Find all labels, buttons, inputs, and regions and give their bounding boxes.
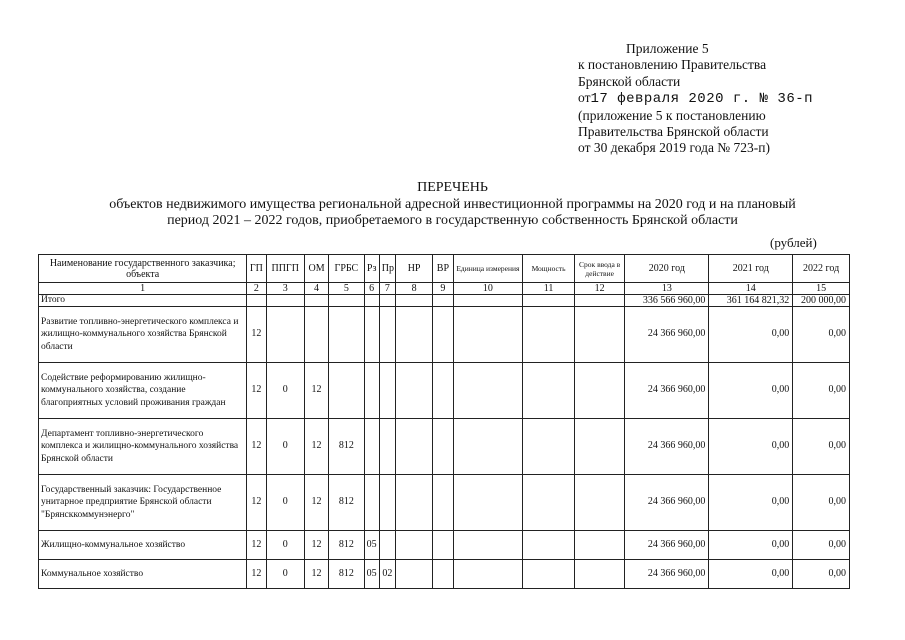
code-cell bbox=[523, 295, 575, 307]
column-header: Единица измерения bbox=[453, 255, 523, 283]
column-header: 2021 год bbox=[709, 255, 793, 283]
amount-cell: 361 164 821,32 bbox=[709, 295, 793, 307]
table-header-row bbox=[39, 255, 850, 283]
column-number: 4 bbox=[304, 283, 328, 295]
amount-cell: 0,00 bbox=[709, 363, 793, 419]
amount-cell: 24 366 960,00 bbox=[625, 307, 709, 363]
amount-cell: 0,00 bbox=[709, 560, 793, 589]
column-header: НР bbox=[395, 255, 432, 283]
title-heading: ПЕРЕЧЕНЬ bbox=[417, 180, 488, 195]
total-row bbox=[39, 295, 850, 307]
column-number: 13 bbox=[625, 283, 709, 295]
appendix-header bbox=[578, 41, 813, 157]
code-cell bbox=[395, 475, 432, 531]
column-header: Наименование государственного заказчика; объекта bbox=[39, 255, 247, 283]
code-cell bbox=[453, 475, 523, 531]
code-cell bbox=[523, 419, 575, 475]
amount-cell: 336 566 960,00 bbox=[625, 295, 709, 307]
date-prefix: от bbox=[578, 90, 591, 106]
table-row bbox=[39, 531, 850, 560]
code-cell bbox=[574, 531, 625, 560]
code-cell: 0 bbox=[266, 419, 304, 475]
row-name-cell: Коммунальное хозяйство bbox=[39, 560, 247, 589]
code-cell bbox=[574, 475, 625, 531]
currency-unit: (рублей) bbox=[770, 235, 817, 250]
column-number: 14 bbox=[709, 283, 793, 295]
code-cell: 812 bbox=[329, 531, 364, 560]
code-cell: 0 bbox=[266, 560, 304, 589]
column-number: 2 bbox=[247, 283, 266, 295]
code-cell bbox=[247, 295, 266, 307]
amount-cell: 0,00 bbox=[709, 307, 793, 363]
column-number: 10 bbox=[453, 283, 523, 295]
amount-cell: 0,00 bbox=[793, 419, 850, 475]
code-cell: 12 bbox=[304, 531, 328, 560]
column-number: 15 bbox=[793, 283, 850, 295]
column-number: 11 bbox=[523, 283, 575, 295]
appendix-line: Правительства Брянской области bbox=[578, 124, 769, 140]
table-row bbox=[39, 419, 850, 475]
code-cell: 12 bbox=[247, 475, 266, 531]
code-cell: 812 bbox=[329, 419, 364, 475]
amount-cell: 200 000,00 bbox=[793, 295, 850, 307]
row-name-cell: Развитие топливно-энергетического комплекса и жилищно-коммунального хозяйства Брянской области bbox=[39, 307, 247, 363]
investment-table bbox=[38, 254, 850, 589]
row-name-cell: Итого bbox=[39, 295, 247, 307]
code-cell bbox=[395, 307, 432, 363]
appendix-line: Приложение 5 bbox=[626, 41, 709, 56]
table-body bbox=[39, 295, 850, 589]
column-number-row bbox=[39, 283, 850, 295]
code-cell bbox=[453, 531, 523, 560]
column-header: Рз bbox=[364, 255, 379, 283]
code-cell bbox=[453, 419, 523, 475]
code-cell bbox=[364, 419, 379, 475]
code-cell: 02 bbox=[379, 560, 395, 589]
column-header: ГРБС bbox=[329, 255, 364, 283]
code-cell bbox=[329, 295, 364, 307]
code-cell bbox=[379, 295, 395, 307]
appendix-date-line bbox=[578, 90, 813, 107]
code-cell: 12 bbox=[247, 531, 266, 560]
code-cell: 812 bbox=[329, 560, 364, 589]
column-header: Срок ввода в действие bbox=[574, 255, 625, 283]
code-cell bbox=[395, 363, 432, 419]
code-cell: 0 bbox=[266, 475, 304, 531]
code-cell bbox=[329, 307, 364, 363]
column-header: ГП bbox=[247, 255, 266, 283]
code-cell: 0 bbox=[266, 363, 304, 419]
code-cell bbox=[379, 475, 395, 531]
code-cell: 12 bbox=[304, 363, 328, 419]
code-cell bbox=[364, 307, 379, 363]
document-title bbox=[0, 180, 905, 230]
code-cell bbox=[364, 363, 379, 419]
appendix-line: (приложение 5 к постановлению bbox=[578, 107, 766, 123]
code-cell bbox=[574, 295, 625, 307]
title-line: период 2021 – 2022 годов, приобретаемого в государственную собственность Брянской области bbox=[167, 213, 738, 228]
amount-cell: 24 366 960,00 bbox=[625, 531, 709, 560]
appendix-line: к постановлению Правительства bbox=[578, 57, 767, 73]
amount-cell: 24 366 960,00 bbox=[625, 363, 709, 419]
column-header: ОМ bbox=[304, 255, 328, 283]
row-name-cell: Содействие реформированию жилищно-коммунального хозяйства, создание благоприятных условий проживания граждан bbox=[39, 363, 247, 419]
column-number: 8 bbox=[395, 283, 432, 295]
code-cell: 12 bbox=[304, 419, 328, 475]
code-cell bbox=[453, 560, 523, 589]
code-cell bbox=[574, 419, 625, 475]
amount-cell: 0,00 bbox=[709, 475, 793, 531]
code-cell bbox=[329, 363, 364, 419]
code-cell bbox=[433, 363, 453, 419]
code-cell: 0 bbox=[266, 531, 304, 560]
row-name-cell: Государственный заказчик: Государственное унитарное предприятие Брянской области "Брянсккоммунэнерго" bbox=[39, 475, 247, 531]
code-cell: 12 bbox=[247, 419, 266, 475]
column-header: ВР bbox=[433, 255, 453, 283]
column-number: 3 bbox=[266, 283, 304, 295]
code-cell bbox=[379, 419, 395, 475]
amount-cell: 24 366 960,00 bbox=[625, 475, 709, 531]
code-cell bbox=[433, 560, 453, 589]
code-cell bbox=[523, 560, 575, 589]
table-row bbox=[39, 363, 850, 419]
code-cell bbox=[574, 363, 625, 419]
code-cell bbox=[453, 363, 523, 419]
code-cell bbox=[453, 307, 523, 363]
code-cell bbox=[395, 419, 432, 475]
code-cell bbox=[523, 307, 575, 363]
code-cell: 05 bbox=[364, 560, 379, 589]
code-cell bbox=[395, 531, 432, 560]
appendix-line: от 30 декабря 2019 года № 723-п) bbox=[578, 140, 771, 156]
code-cell bbox=[453, 295, 523, 307]
amount-cell: 0,00 bbox=[793, 363, 850, 419]
code-cell: 812 bbox=[329, 475, 364, 531]
code-cell bbox=[433, 475, 453, 531]
amount-cell: 0,00 bbox=[793, 560, 850, 589]
code-cell bbox=[364, 475, 379, 531]
code-cell bbox=[379, 363, 395, 419]
code-cell bbox=[433, 419, 453, 475]
code-cell bbox=[364, 295, 379, 307]
table-row bbox=[39, 475, 850, 531]
stamped-date: 17 февраля 2020 г. № 36-п bbox=[590, 91, 814, 108]
row-name-cell: Жилищно-коммунальное хозяйство bbox=[39, 531, 247, 560]
column-number: 6 bbox=[364, 283, 379, 295]
column-header: 2022 год bbox=[793, 255, 850, 283]
code-cell bbox=[574, 560, 625, 589]
amount-cell: 0,00 bbox=[709, 531, 793, 560]
code-cell bbox=[523, 531, 575, 560]
code-cell bbox=[304, 295, 328, 307]
code-cell bbox=[266, 295, 304, 307]
code-cell bbox=[433, 295, 453, 307]
code-cell: 12 bbox=[247, 560, 266, 589]
column-header: Пр bbox=[379, 255, 395, 283]
amount-cell: 0,00 bbox=[793, 531, 850, 560]
code-cell bbox=[304, 307, 328, 363]
column-header: ППГП bbox=[266, 255, 304, 283]
amount-cell: 0,00 bbox=[793, 475, 850, 531]
code-cell: 05 bbox=[364, 531, 379, 560]
table-row bbox=[39, 307, 850, 363]
column-header: 2020 год bbox=[625, 255, 709, 283]
code-cell: 12 bbox=[247, 307, 266, 363]
column-number: 9 bbox=[433, 283, 453, 295]
code-cell bbox=[523, 363, 575, 419]
column-number: 12 bbox=[574, 283, 625, 295]
row-name-cell: Департамент топливно-энергетического комплекса и жилищно-коммунального хозяйства Брянской области bbox=[39, 419, 247, 475]
code-cell bbox=[379, 307, 395, 363]
amount-cell: 24 366 960,00 bbox=[625, 419, 709, 475]
code-cell: 12 bbox=[247, 363, 266, 419]
column-number: 5 bbox=[329, 283, 364, 295]
code-cell bbox=[266, 307, 304, 363]
appendix-line: Брянской области bbox=[578, 73, 681, 89]
amount-cell: 0,00 bbox=[793, 307, 850, 363]
title-line: объектов недвижимого имущества региональной адресной инвестиционной программы на 2020 год и на плановый bbox=[109, 196, 796, 212]
code-cell bbox=[574, 307, 625, 363]
table-row bbox=[39, 560, 850, 589]
code-cell: 12 bbox=[304, 560, 328, 589]
code-cell bbox=[433, 307, 453, 363]
code-cell bbox=[395, 560, 432, 589]
amount-cell: 0,00 bbox=[709, 419, 793, 475]
column-header: Мощность bbox=[523, 255, 575, 283]
column-number: 1 bbox=[39, 283, 247, 295]
column-number: 7 bbox=[379, 283, 395, 295]
code-cell bbox=[379, 531, 395, 560]
code-cell bbox=[433, 531, 453, 560]
code-cell: 12 bbox=[304, 475, 328, 531]
code-cell bbox=[395, 295, 432, 307]
amount-cell: 24 366 960,00 bbox=[625, 560, 709, 589]
code-cell bbox=[523, 475, 575, 531]
